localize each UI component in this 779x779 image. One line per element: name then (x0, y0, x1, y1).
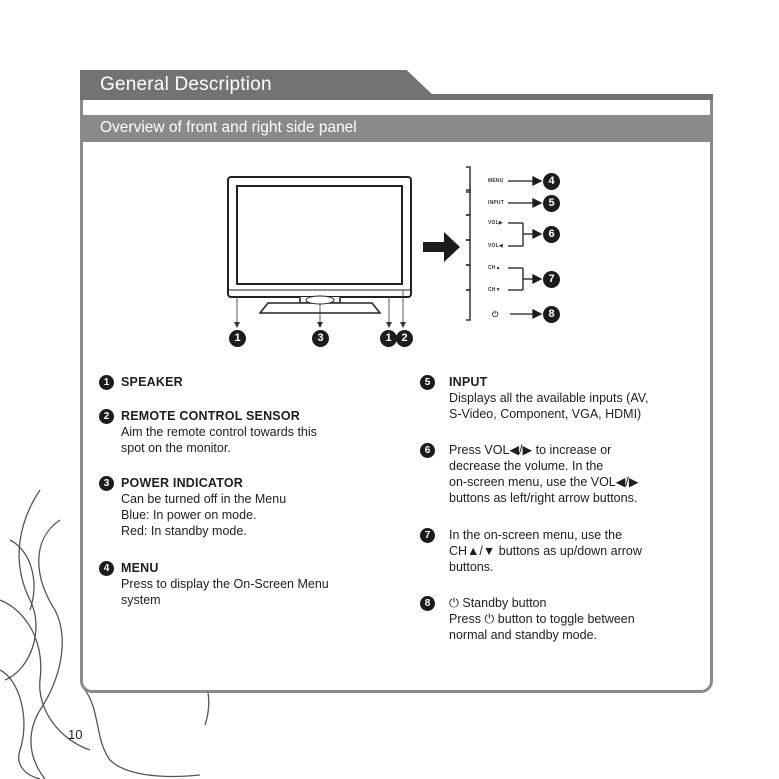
item-description: Press to display the On-Screen Menu system (121, 577, 329, 607)
subsection-title: Overview of front and right side panel (100, 119, 357, 136)
item-title: REMOTE CONTROL SENSOR (121, 409, 300, 423)
item-description: Displays all the available inputs (AV, S-Video, Component, VGA, HDMI) (449, 391, 649, 421)
item-description: Press VOL◀/▶ to increase or decrease the volume. In the on-screen menu, use the VOL◀/▶ buttons as left/right arrow buttons. (449, 443, 639, 505)
item-input (449, 374, 699, 422)
item-marker-2: 2 (99, 409, 114, 424)
front-marker-speaker-left: 1 (229, 330, 246, 347)
item-volume (449, 442, 699, 506)
item-description: Aim the remote control towards this spot on the monitor. (121, 425, 317, 455)
item-remote-sensor (121, 408, 391, 456)
item-standby (449, 595, 699, 643)
section-title: General Description (100, 74, 272, 95)
item-marker-4: 4 (99, 561, 114, 576)
item-marker-7: 7 (420, 528, 435, 543)
item-marker-5: 5 (420, 375, 435, 390)
item-marker-1: 1 (99, 375, 114, 390)
item-description: Press ⏻ button to toggle between normal and standby mode. (449, 612, 635, 642)
item-marker-6: 6 (420, 443, 435, 458)
side-label-menu: MENU (488, 178, 504, 184)
marker-8: 8 (543, 306, 560, 323)
side-label-ch-up: CH▲ (488, 265, 501, 271)
item-marker-8: 8 (420, 596, 435, 611)
side-label-vol-down: VOL◀ (488, 243, 503, 249)
front-marker-speaker-right: 1 (380, 330, 397, 347)
marker-7: 7 (543, 271, 560, 288)
item-title: ⏻ Standby button (449, 596, 547, 610)
item-speaker (121, 374, 391, 390)
item-power-indicator (121, 475, 391, 539)
item-title: POWER INDICATOR (121, 476, 243, 490)
side-label-power: ⏻ (492, 310, 499, 319)
item-description: In the on-screen menu, use the CH▲/▼ buttons as up/down arrow buttons. (449, 528, 642, 574)
marker-6: 6 (543, 226, 560, 243)
page-number: 10 (68, 727, 83, 742)
item-channel (449, 527, 699, 575)
side-label-vol-up: VOL▶ (488, 220, 503, 226)
item-title: MENU (121, 561, 159, 575)
side-label-input: INPUT (488, 200, 504, 206)
marker-5: 5 (543, 195, 560, 212)
item-title: INPUT (449, 375, 488, 389)
item-marker-3: 3 (99, 476, 114, 491)
item-title: SPEAKER (121, 375, 183, 389)
item-menu (121, 560, 391, 608)
front-marker-remote-sensor: 2 (396, 330, 413, 347)
marker-4: 4 (543, 173, 560, 190)
side-label-ch-down: CH▼ (488, 287, 501, 293)
front-marker-power-indicator: 3 (312, 330, 329, 347)
item-description: Can be turned off in the Menu Blue: In power on mode. Red: In standby mode. (121, 492, 287, 538)
